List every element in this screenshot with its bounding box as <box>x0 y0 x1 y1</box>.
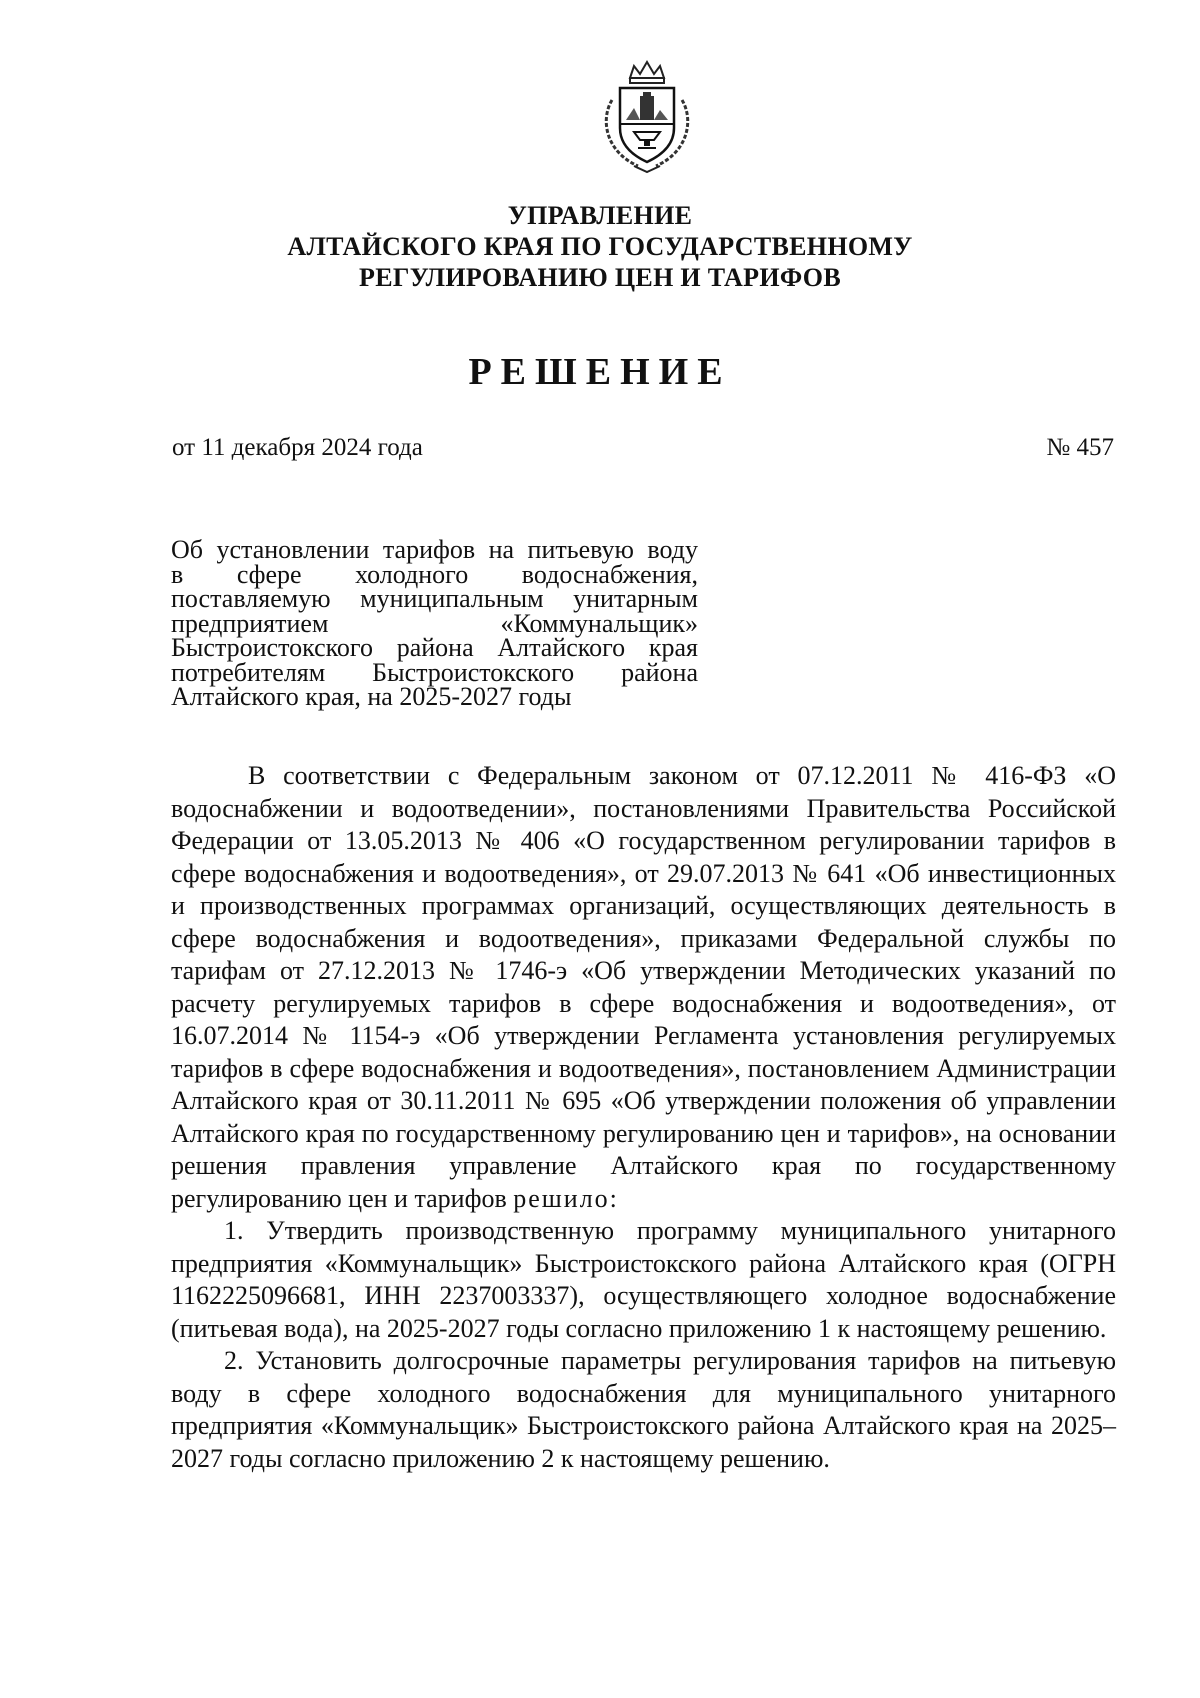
agency-line: АЛТАЙСКОГО КРАЯ ПО ГОСУДАРСТВЕННОМУ <box>287 232 913 261</box>
agency-name <box>240 200 960 293</box>
subject-line: Алтайского края, на 2025-2027 годы <box>171 682 572 711</box>
resolution-item-1: 1. Утвердить производственную программу муниципального унитарного предприятия «Коммунальщик» Быстроистокского района Алтайского края (ОГРН 1162225096681, ИНН 2237003337), осуществляющего холодное водоснабжение (питьевая вода), на 2025-2027 годы согласно приложению 1 к настоящему решению. <box>171 1216 1116 1343</box>
document-body <box>171 760 1116 1475</box>
subject-line: Об установлении тарифов на питьевую воду <box>171 535 698 564</box>
decided-word: решило: <box>513 1183 619 1213</box>
agency-line: РЕГУЛИРОВАНИЮ ЦЕН И ТАРИФОВ <box>359 263 841 292</box>
subject-line: в сфере холодного водоснабжения, <box>171 559 698 589</box>
subject-line: Быстроистокского района Алтайского края <box>171 633 698 662</box>
document-number: № 457 <box>1046 434 1114 461</box>
document-date: от 11 декабря 2024 года <box>172 434 423 461</box>
document-subject <box>171 535 698 711</box>
subject-line: потребителям Быстроистокского района <box>171 657 698 687</box>
subject-line: предприятием «Коммунальщик» <box>171 608 698 638</box>
resolution-item-2: 2. Установить долгосрочные параметры регулирования тарифов на питьевую воду в сфере холодного водоснабжения для муниципального унитарного предприятия «Коммунальщик» Быстроистокского района Алтайского края на 2025–2027 годы согласно приложению 2 к настоящему решению. <box>171 1346 1116 1473</box>
preamble-paragraph <box>171 760 1116 1215</box>
preamble-text: В соответствии с Федеральным законом от 07.12.2011 № 416-ФЗ «О водоснабжении и водоотведении», постановлениями Правительства Российской Федерации от 13.05.2013 № 406 «О государственном регулировании тарифов в сфере водоснабжения и водоотведения», от 29.07.2013 № 641 «Об инвестиционных и производственных программах организаций, осуществляющих деятельность в сфере водоснабжения и водоотведения», приказами Федеральной службы по тарифам от 27.12.2013 № 1746-э «Об утверждении Методических указаний по расчету регулируемых тарифов в сфере водоснабжения и водоотведения», от 16.07.2014 № 1154-э «Об утверждении Регламента установления регулируемых тарифов в сфере водоснабжения и водоотведения», постановлением Администрации Алтайского края от 30.11.2011 № 695 «Об утверждении положения об управлении Алтайского края по государственному регулированию цен и тарифов», на основании решения правления управление Алтайского края по государственному регулированию цен и тарифов <box>171 761 1116 1213</box>
coat-of-arms-icon <box>594 60 700 174</box>
document-type-title: РЕШЕНИЕ <box>468 351 732 393</box>
subject-line: поставляемую муниципальным унитарным <box>171 584 698 613</box>
agency-line: УПРАВЛЕНИЕ <box>507 201 693 230</box>
